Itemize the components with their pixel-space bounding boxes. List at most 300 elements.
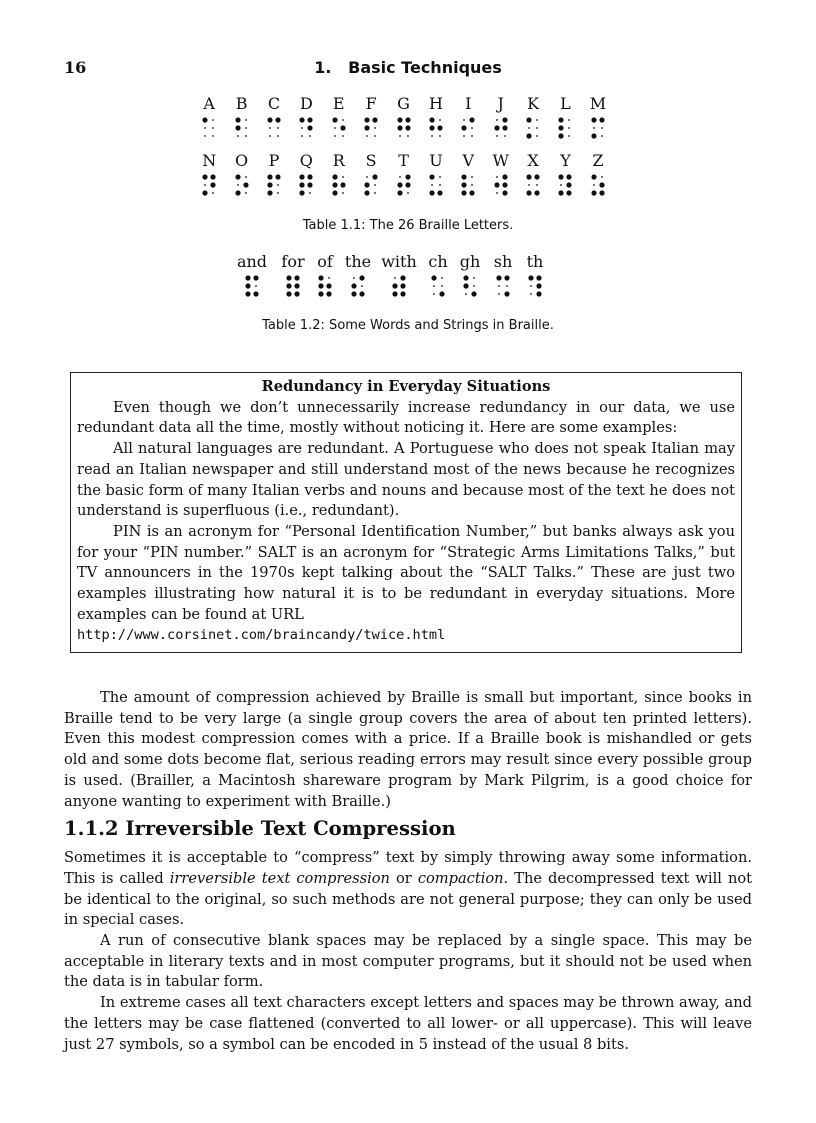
raised-dot [400, 291, 405, 296]
raised-dot [591, 117, 596, 122]
raised-dot [308, 117, 313, 122]
empty-dot [593, 184, 595, 186]
braille-dots [557, 116, 573, 140]
empty-dot [269, 135, 271, 137]
redundancy-sidebar [70, 372, 742, 653]
text-run: or [389, 869, 418, 887]
braille-dots [363, 116, 379, 140]
raised-dot [332, 117, 337, 122]
braille-cell [323, 151, 355, 197]
braille-label: U [429, 151, 443, 170]
empty-dot [496, 192, 498, 194]
empty-dot [528, 184, 530, 186]
braille-label: S [365, 151, 377, 170]
empty-dot [334, 127, 336, 129]
braille-cell [520, 252, 550, 298]
raised-dot [340, 182, 345, 187]
raised-dot [267, 117, 272, 122]
raised-dot [243, 182, 248, 187]
braille-dots [317, 274, 333, 298]
braille-dots [201, 173, 217, 197]
raised-dot [365, 182, 370, 187]
raised-dot [294, 291, 299, 296]
braille-dots [331, 116, 347, 140]
braille-label: Q [299, 151, 313, 170]
raised-dot [526, 174, 531, 179]
braille-cell [225, 151, 257, 197]
empty-dot [569, 127, 571, 129]
raised-dot [470, 190, 475, 195]
empty-dot [366, 176, 368, 178]
braille-cell [485, 151, 517, 197]
empty-dot [569, 135, 571, 137]
braille-label: C [267, 94, 281, 113]
empty-dot [361, 285, 363, 287]
braille-label: K [527, 94, 540, 113]
raised-dot [559, 117, 564, 122]
braille-dots [590, 173, 606, 197]
braille-label: W [492, 151, 509, 170]
empty-dot [374, 135, 376, 137]
braille-cell [323, 94, 355, 140]
braille-label: M [589, 94, 607, 113]
braille-dots [285, 274, 301, 298]
empty-dot [374, 192, 376, 194]
main-body-text [64, 688, 752, 1055]
raised-dot [308, 182, 313, 187]
braille-dots [350, 274, 366, 298]
raised-dot [318, 283, 323, 288]
empty-dot [407, 192, 409, 194]
raised-dot [559, 190, 564, 195]
braille-dots [298, 116, 314, 140]
raised-dot [405, 125, 410, 130]
raised-dot [534, 190, 539, 195]
empty-dot [431, 184, 433, 186]
braille-label: V [462, 151, 475, 170]
raised-dot [536, 275, 541, 280]
raised-dot [599, 190, 604, 195]
raised-dot [332, 174, 337, 179]
braille-cell [582, 94, 614, 140]
empty-dot [439, 119, 441, 121]
empty-dot [328, 277, 330, 279]
raised-dot [397, 117, 402, 122]
braille-dots [396, 116, 412, 140]
raised-dot [253, 275, 258, 280]
empty-dot [269, 127, 271, 129]
braille-dots [590, 116, 606, 140]
braille-dots [428, 116, 444, 140]
raised-dot [308, 174, 313, 179]
empty-dot [496, 176, 498, 178]
empty-dot [204, 184, 206, 186]
empty-dot [245, 192, 247, 194]
empty-dot [237, 184, 239, 186]
raised-dot [429, 174, 434, 179]
empty-dot [277, 135, 279, 137]
raised-dot [400, 275, 405, 280]
raised-dot [526, 133, 531, 138]
raised-dot [359, 291, 364, 296]
raised-dot [397, 125, 402, 130]
text-run: The decompressed text will not be identical to the original, so such methods are not general purpose; they can only be used in special cases. [64, 869, 752, 929]
raised-dot [294, 283, 299, 288]
braille-dots [428, 173, 444, 197]
braille-cell [549, 151, 581, 197]
empty-dot [439, 135, 441, 137]
raised-dot [397, 190, 402, 195]
raised-dot [599, 117, 604, 122]
braille-label: A [203, 94, 215, 113]
braille-label: for [281, 252, 305, 271]
braille-dots [460, 116, 476, 140]
braille-cell [228, 252, 276, 298]
raised-dot [300, 117, 305, 122]
braille-words-row [228, 252, 550, 298]
raised-dot [437, 125, 442, 130]
braille-dots [495, 274, 511, 298]
raised-dot [326, 291, 331, 296]
body-paragraph: A run of consecutive blank spaces may be replaced by a single space. This may be acceptable in literary texts and in most computer programs, but it should not be used when the data is in tabular form. [64, 932, 752, 991]
raised-dot [534, 174, 539, 179]
empty-dot [342, 192, 344, 194]
empty-dot [471, 127, 473, 129]
raised-dot [351, 283, 356, 288]
braille-dots [331, 173, 347, 197]
empty-dot [394, 277, 396, 279]
empty-dot [498, 293, 500, 295]
empty-dot [439, 184, 441, 186]
sidebar-paragraph: PIN is an acronym for “Personal Identification Number,” but banks always ask you for your “PIN number.” SALT is an acronym for “Strategic Arms Limitations Talks,” but TV announcers in the 1970s kept talking about the “SALT Talks.” These are just two examples illustrating how natural it is to be redundant in everyday situations. More examples can be found at URL [77, 522, 735, 623]
raised-dot [494, 125, 499, 130]
raised-dot [308, 125, 313, 130]
empty-dot [593, 127, 595, 129]
braille-dots [527, 274, 543, 298]
empty-dot [536, 127, 538, 129]
braille-cell [258, 94, 290, 140]
braille-cell [387, 151, 419, 197]
empty-dot [334, 135, 336, 137]
braille-dots [493, 116, 509, 140]
empty-dot [463, 135, 465, 137]
raised-dot [429, 190, 434, 195]
empty-dot [471, 135, 473, 137]
braille-dots [244, 274, 260, 298]
raised-dot [294, 275, 299, 280]
braille-label: J [497, 94, 504, 113]
raised-dot [365, 190, 370, 195]
raised-dot [400, 283, 405, 288]
emphasized-term: irreversible text compression [169, 869, 390, 887]
braille-cell [276, 252, 310, 298]
empty-dot [366, 135, 368, 137]
raised-dot [439, 291, 444, 296]
empty-dot [433, 285, 435, 287]
braille-dots [525, 116, 541, 140]
braille-label: th [526, 252, 544, 271]
braille-cell [549, 94, 581, 140]
braille-cell [486, 252, 520, 298]
raised-dot [559, 133, 564, 138]
empty-dot [212, 119, 214, 121]
raised-dot [300, 174, 305, 179]
raised-dot [528, 275, 533, 280]
raised-dot [203, 174, 208, 179]
raised-dot [245, 291, 250, 296]
raised-dot [502, 117, 507, 122]
raised-dot [245, 283, 250, 288]
braille-letters-row-1 [193, 94, 614, 140]
empty-dot [309, 135, 311, 137]
raised-dot [373, 174, 378, 179]
empty-dot [601, 135, 603, 137]
text-run: Sometimes it is acceptable to “compress” text by simply throwing away some information. This is called [64, 849, 752, 887]
braille-cell [340, 252, 376, 298]
body-paragraph [64, 848, 752, 931]
braille-cell [310, 252, 340, 298]
braille-cell [290, 94, 322, 140]
empty-dot [431, 135, 433, 137]
raised-dot [318, 291, 323, 296]
raised-dot [502, 190, 507, 195]
emphasized-term: compaction. [417, 869, 509, 887]
section-heading: 1.1.2 Irreversible Text Compression [64, 817, 456, 841]
braille-label: N [202, 151, 217, 170]
empty-dot [536, 184, 538, 186]
raised-dot [462, 190, 467, 195]
empty-dot [496, 135, 498, 137]
empty-dot [301, 127, 303, 129]
empty-dot [353, 277, 355, 279]
raised-dot [275, 174, 280, 179]
raised-dot [253, 291, 258, 296]
braille-label: P [268, 151, 280, 170]
raised-dot [429, 117, 434, 122]
raised-dot [559, 125, 564, 130]
raised-dot [567, 190, 572, 195]
table-1-caption: Table 1.1: The 26 Braille Letters. [302, 218, 514, 233]
braille-dots [396, 173, 412, 197]
raised-dot [326, 283, 331, 288]
braille-cell [290, 151, 322, 197]
braille-cell [225, 94, 257, 140]
raised-dot [286, 291, 291, 296]
raised-dot [463, 283, 468, 288]
raised-dot [591, 174, 596, 179]
sidebar-paragraph: All natural languages are redundant. A Portuguese who does not speak Italian may read an Italian newspaper and still understand most of the news because he recognizes the basic form of many Italian verbs and nouns and because most of the text he does not understand is superfluous (i.e., redundant). [77, 440, 735, 520]
braille-cell [355, 151, 387, 197]
empty-dot [439, 176, 441, 178]
braille-dots [460, 173, 476, 197]
empty-dot [601, 176, 603, 178]
raised-dot [267, 174, 272, 179]
empty-dot [498, 285, 500, 287]
raised-dot [502, 182, 507, 187]
empty-dot [463, 119, 465, 121]
empty-dot [530, 293, 532, 295]
braille-cell [454, 252, 486, 298]
empty-dot [506, 285, 508, 287]
raised-dot [373, 117, 378, 122]
sidebar-paragraph: Even though we don’t unnecessarily increase redundancy in our data, we use redundant data all the time, mostly without noticing it. Here are some examples: [77, 398, 735, 437]
braille-label: of [317, 252, 333, 271]
braille-label: F [365, 94, 377, 113]
raised-dot [318, 275, 323, 280]
braille-cell [517, 94, 549, 140]
braille-label: B [235, 94, 248, 113]
raised-dot [332, 190, 337, 195]
empty-dot [309, 192, 311, 194]
raised-dot [351, 291, 356, 296]
braille-label: O [235, 151, 249, 170]
empty-dot [212, 135, 214, 137]
empty-dot [342, 176, 344, 178]
empty-dot [277, 184, 279, 186]
empty-dot [441, 277, 443, 279]
braille-cell [376, 252, 422, 298]
braille-label: Z [592, 151, 604, 170]
raised-dot [267, 182, 272, 187]
empty-dot [473, 285, 475, 287]
braille-label: L [560, 94, 571, 113]
empty-dot [212, 192, 214, 194]
raised-dot [235, 190, 240, 195]
empty-dot [245, 135, 247, 137]
empty-dot [496, 119, 498, 121]
raised-dot [203, 190, 208, 195]
empty-dot [465, 293, 467, 295]
raised-dot [429, 125, 434, 130]
raised-dot [365, 117, 370, 122]
raised-dot [470, 117, 475, 122]
braille-cell [420, 94, 452, 140]
raised-dot [526, 117, 531, 122]
braille-dots [298, 173, 314, 197]
raised-dot [567, 182, 572, 187]
braille-dots [201, 116, 217, 140]
braille-dots [493, 173, 509, 197]
braille-dots [266, 116, 282, 140]
raised-dot [300, 190, 305, 195]
braille-cell [258, 151, 290, 197]
raised-dot [504, 291, 509, 296]
braille-label: with [381, 252, 417, 271]
braille-label: sh [493, 252, 513, 271]
braille-dots [234, 116, 250, 140]
raised-dot [286, 283, 291, 288]
braille-dots [266, 173, 282, 197]
empty-dot [471, 184, 473, 186]
braille-label: Y [560, 151, 571, 170]
raised-dot [494, 182, 499, 187]
empty-dot [342, 119, 344, 121]
braille-dots [391, 274, 407, 298]
raised-dot [462, 125, 467, 130]
empty-dot [530, 285, 532, 287]
raised-dot [359, 275, 364, 280]
body-paragraph: The amount of compression achieved by Braille is small but important, since books in Braille tend to be very large (a single group covers the area of about ten printed letters). Even this modest compression comes with a price. If a Braille book is mishandled or gets old and some dots become flat, serious reading errors may result since every possible group is used. (Brailler, a Macintosh shareware program by Mark Pilgrim, is a good choice for anyone wanting to experiment with Braille.) [64, 689, 752, 810]
raised-dot [591, 190, 596, 195]
empty-dot [601, 127, 603, 129]
braille-dots [525, 173, 541, 197]
empty-dot [504, 135, 506, 137]
running-head: 1. Basic Techniques [314, 58, 502, 77]
braille-label: T [398, 151, 409, 170]
raised-dot [365, 125, 370, 130]
sidebar-url-link[interactable]: http://www.corsinet.com/braincandy/twice.html [77, 627, 446, 644]
raised-dot [536, 283, 541, 288]
raised-dot [437, 190, 442, 195]
raised-dot [235, 117, 240, 122]
braille-cell [452, 94, 484, 140]
empty-dot [407, 135, 409, 137]
table-2-caption: Table 1.2: Some Words and Strings in Braille. [262, 318, 554, 333]
braille-cell [422, 252, 454, 298]
raised-dot [463, 275, 468, 280]
empty-dot [399, 135, 401, 137]
raised-dot [211, 182, 216, 187]
raised-dot [502, 174, 507, 179]
raised-dot [275, 117, 280, 122]
raised-dot [405, 117, 410, 122]
empty-dot [399, 176, 401, 178]
braille-dots [557, 173, 573, 197]
raised-dot [496, 275, 501, 280]
empty-dot [277, 127, 279, 129]
empty-dot [473, 277, 475, 279]
braille-label: gh [459, 252, 481, 271]
body-paragraph: In extreme cases all text characters except letters and spaces may be thrown away, and the letters may be case flattened (converted to all lower- or all uppercase). This will leave just 27 symbols, so a symbol can be encoded in 5 instead of the usual 8 bits. [64, 994, 752, 1053]
empty-dot [374, 127, 376, 129]
empty-dot [342, 135, 344, 137]
empty-dot [212, 127, 214, 129]
braille-cell [387, 94, 419, 140]
empty-dot [237, 135, 239, 137]
empty-dot [374, 184, 376, 186]
raised-dot [526, 190, 531, 195]
raised-dot [559, 174, 564, 179]
empty-dot [528, 127, 530, 129]
braille-label: X [527, 151, 539, 170]
braille-cell [452, 151, 484, 197]
raised-dot [332, 182, 337, 187]
raised-dot [405, 174, 410, 179]
empty-dot [441, 285, 443, 287]
raised-dot [235, 125, 240, 130]
empty-dot [536, 119, 538, 121]
raised-dot [235, 174, 240, 179]
empty-dot [536, 135, 538, 137]
braille-label: G [397, 94, 410, 113]
empty-dot [569, 119, 571, 121]
empty-dot [204, 135, 206, 137]
braille-label: D [299, 94, 313, 113]
raised-dot [397, 182, 402, 187]
raised-dot [392, 283, 397, 288]
raised-dot [392, 291, 397, 296]
empty-dot [561, 184, 563, 186]
braille-letters-row-2 [193, 151, 614, 197]
braille-label: ch [428, 252, 448, 271]
raised-dot [431, 275, 436, 280]
raised-dot [504, 275, 509, 280]
empty-dot [245, 127, 247, 129]
raised-dot [267, 190, 272, 195]
empty-dot [277, 192, 279, 194]
braille-cell [582, 151, 614, 197]
raised-dot [211, 174, 216, 179]
